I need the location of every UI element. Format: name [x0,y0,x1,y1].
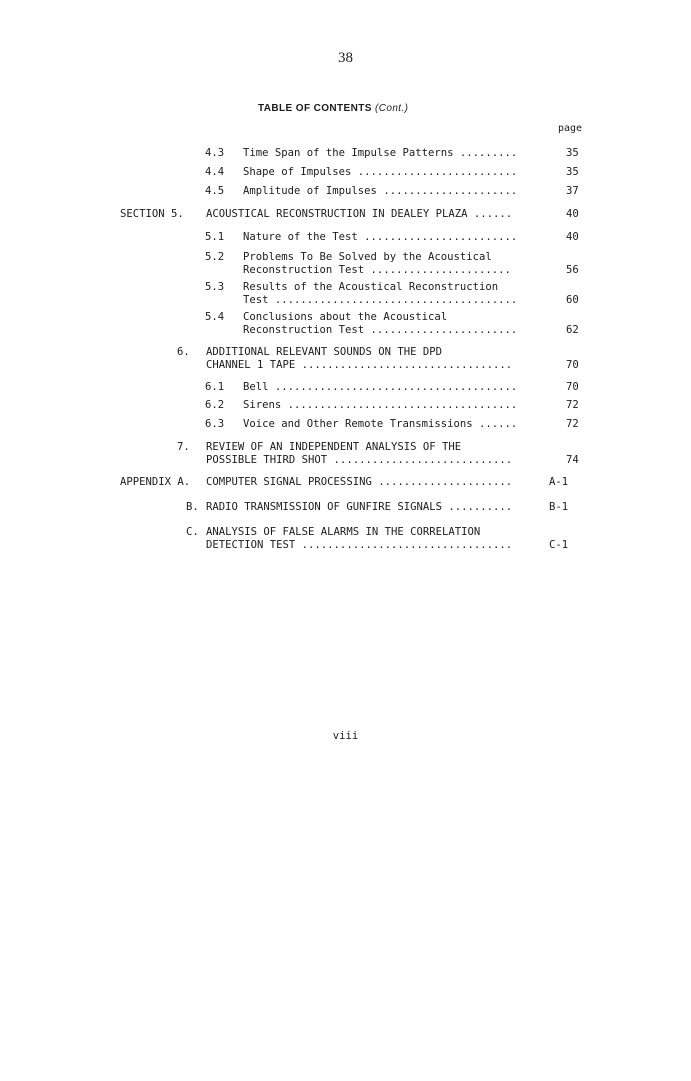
toc-entry-page: 70 [566,358,579,371]
toc-entry-number: 4.4 [205,166,225,178]
toc-entry-text: RADIO TRANSMISSION OF GUNFIRE SIGNALS .......... [206,501,513,513]
toc-entry-text: Reconstruction Test ...................... [243,263,511,276]
toc-entry-number: 4.3 [205,147,225,159]
toc-entry-label: 7. [177,441,190,453]
toc-entry-text: Problems To Be Solved by the Acoustical [243,251,492,263]
toc-entry-page: 74 [566,453,579,466]
toc-entry-label: C. [186,526,199,538]
toc-entry-text: Shape of Impulses ......................... [243,166,518,178]
toc-title-suffix: (Cont.) [375,103,409,114]
toc-entry-page: 56 [566,263,579,276]
toc-entry-page: 72 [566,399,579,411]
toc-entry-page: 60 [566,293,579,306]
toc-entry-text: Amplitude of Impulses ..................... [243,185,518,197]
toc-entry-label: APPENDIX A. [120,476,191,488]
toc-entry-label: B. [186,501,199,513]
toc-entry-number: 5.3 [205,281,225,293]
toc-entry-label: 6. [177,346,190,358]
toc-entry-number: 5.4 [205,311,225,323]
toc-entry-page: 35 [566,166,579,178]
toc-entry-page: 72 [566,418,579,430]
toc-entry-page: 35 [566,147,579,159]
toc-entry-text: Test ...................................... [243,293,518,306]
toc-entry-page: A-1 [549,476,569,488]
toc-entry-text: Nature of the Test ........................ [243,231,518,243]
toc-entry-number: 6.2 [205,399,225,411]
toc-entry-page: 62 [566,323,579,336]
toc-entry-number: 4.5 [205,185,225,197]
toc-entry-number: 6.1 [205,381,225,393]
toc-entry-text: Time Span of the Impulse Patterns ......... [243,147,518,159]
toc-entry-text: Sirens .................................... [243,399,518,411]
toc-entry-label: SECTION 5. [120,208,184,220]
toc-entry-text: ACOUSTICAL RECONSTRUCTION IN DEALEY PLAZA ...... [206,208,513,220]
toc-entry-text: DETECTION TEST ................................. [206,538,513,551]
toc-entry-text: CHANNEL 1 TAPE ................................. [206,358,513,371]
toc-entry-text: Reconstruction Test ....................... [243,323,518,336]
toc-entry-text: Voice and Other Remote Transmissions ...... [243,418,518,430]
toc-entry-number: 6.3 [205,418,225,430]
toc-entry-text: Bell ...................................... [243,381,518,393]
toc-entry-text: ANALYSIS OF FALSE ALARMS IN THE CORRELATION [206,526,481,538]
toc-entry-text: REVIEW OF AN INDEPENDENT ANALYSIS OF THE [206,441,462,453]
toc-entry-text: Conclusions about the Acoustical [243,311,448,323]
toc-entry-number: 5.1 [205,231,225,243]
toc-entry-page: 40 [566,231,579,243]
toc-entry-page: 37 [566,185,579,197]
toc-entry-number: 5.2 [205,251,225,263]
page-number: 38 [338,50,353,66]
toc-title [258,103,408,114]
toc-entry-page: B-1 [549,501,569,513]
footer-page-number: viii [332,730,359,742]
toc-entry-text: Results of the Acoustical Reconstruction [243,281,499,293]
toc-entry-text: POSSIBLE THIRD SHOT ............................ [206,453,513,466]
page-column-header: page [558,123,583,134]
toc-title-text: TABLE OF CONTENTS [258,103,372,114]
toc-entry-page: C-1 [549,538,569,551]
toc-entry-page: 40 [566,208,579,220]
toc-entry-text: COMPUTER SIGNAL PROCESSING ..................... [206,476,513,488]
toc-entry-page: 70 [566,381,579,393]
toc-entry-text: ADDITIONAL RELEVANT SOUNDS ON THE DPD [206,346,442,358]
